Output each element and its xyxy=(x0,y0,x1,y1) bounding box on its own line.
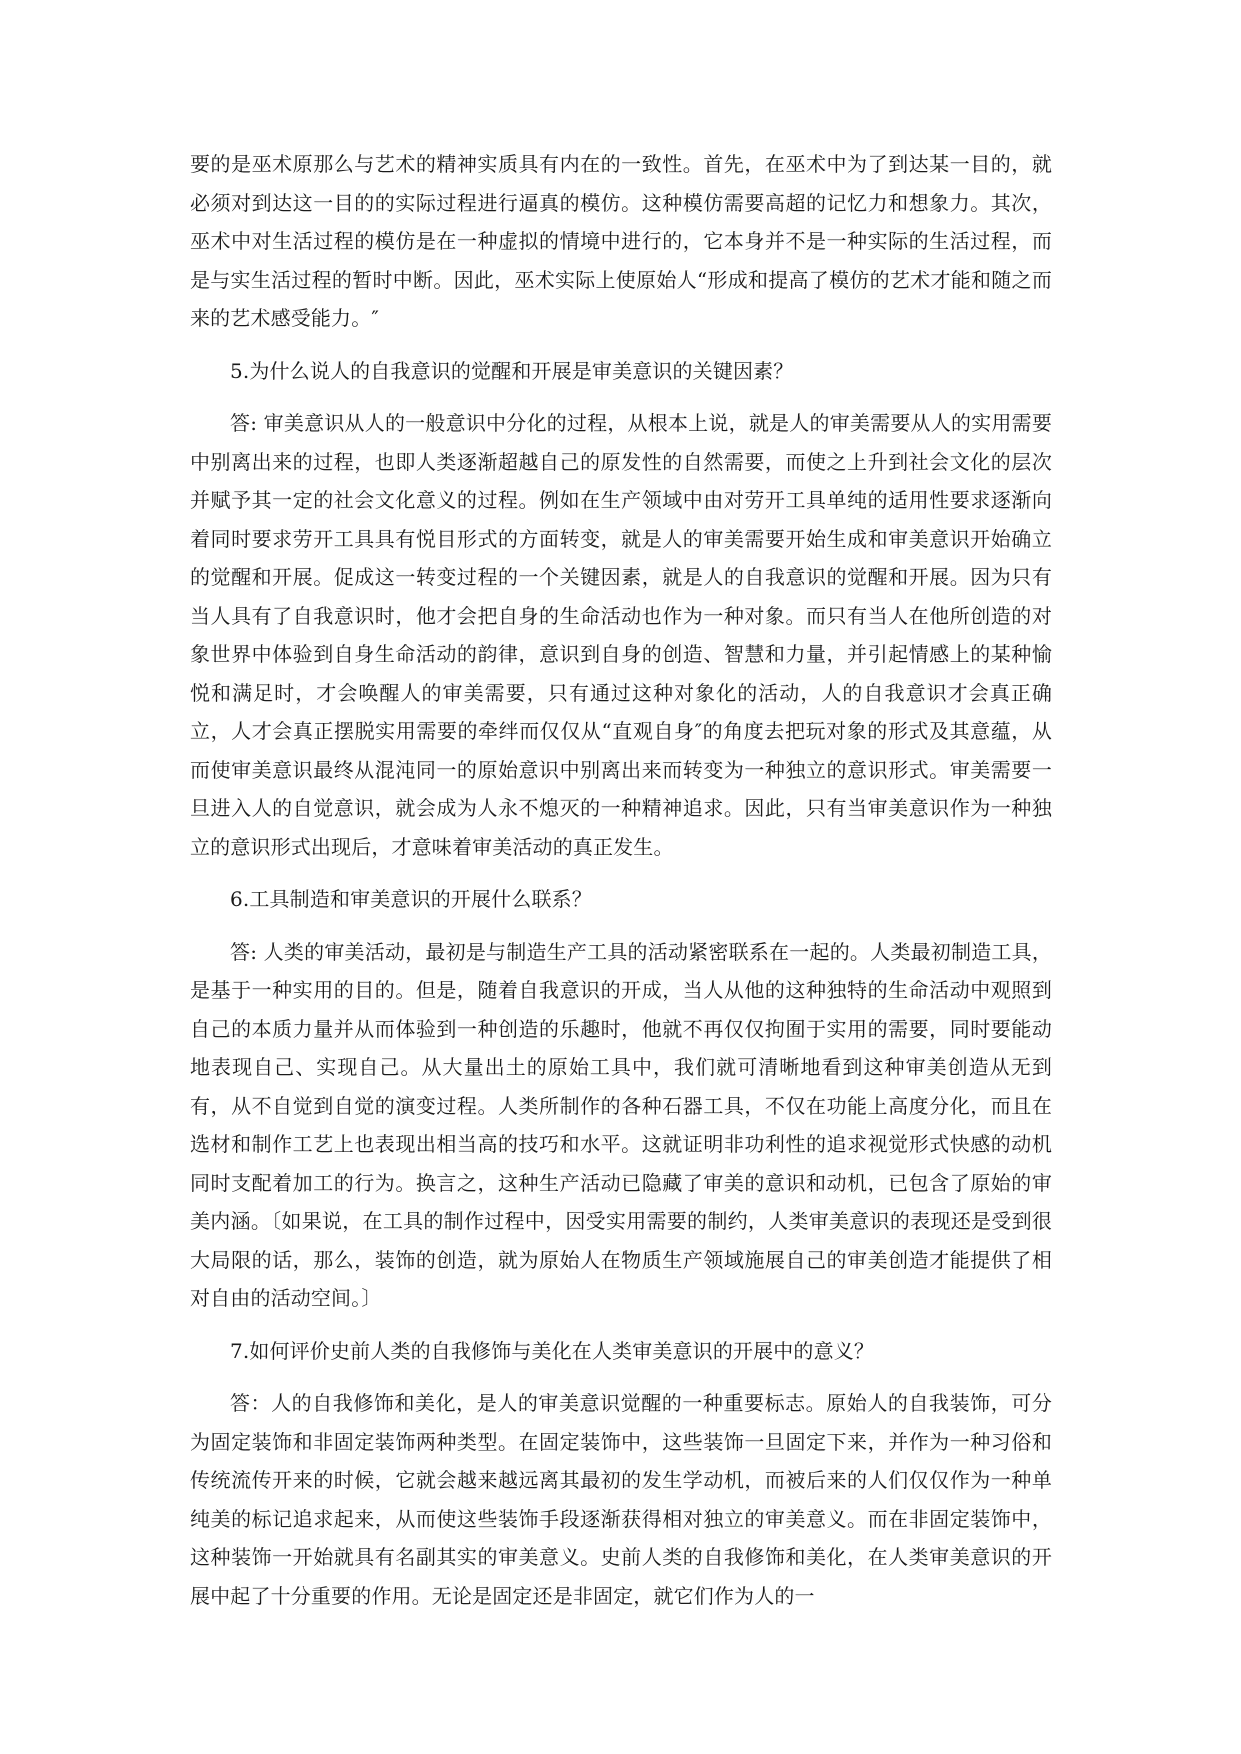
answer-5-paragraph: 答: 审美意识从人的一般意识中分化的过程，从根本上说，就是人的审美需要从人的实用需要中别离出来的过程，也即人类逐渐超越自己的原发性的自然需要，而使之上升到社会文化的层次并赋予其一定的社会文化意义的过程。例如在生产领域中由对劳开工具单纯的适用性要求逐渐向着同时要求劳开工具具有悦目形式的方面转变，就是人的审美需要开始生成和审美意识开始确立的觉醒和开展。促成这一转变过程的一个关键因素，就是人的自我意识的觉醒和开展。因为只有当人具有了自我意识时，他才会把自身的生命活动也作为一种对象。而只有当人在他所创造的对象世界中体验到自身生命活动的韵律，意识到自身的创造、智慧和力量，并引起情感上的某种愉悦和满足时，才会唤醒人的审美需要，只有通过这种对象化的活动，人的自我意识才会真正确立，人才会真正摆脱实用需要的牵绊而仅仅从“直观自身″的角度去把玩对象的形式及其意蕴，从而使审美意识最终从混沌同一的原始意识中别离出来而转变为一种独立的意识形式。审美需要一旦进入人的自觉意识，就会成为人永不熄灭的一种精神追求。因此，只有当审美意识作为一种独立的意识形式出现后，才意味着审美活动的真正发生。 xyxy=(190,411,1052,859)
question-5-heading: 5.为什么说人的自我意识的觉醒和开展是审美意识的关键因素？ xyxy=(230,358,794,383)
document-page xyxy=(190,145,1052,1629)
answer-6-paragraph: 答: 人类的审美活动，最初是与制造生产工具的活动紧密联系在一起的。人类最初制造工具，是基于一种实用的目的。但是，随着自我意识的开成，当人从他的这种独特的生命活动中观照到自己的本质力量并从而体验到一种创造的乐趣时，他就不再仅仅拘囿于实用的需要，同时要能动地表现自己、实现自己。从大量出土的原始工具中，我们就可清晰地看到这种审美创造从无到有，从不自觉到自觉的演变过程。人类所制作的各种石器工具，不仅在功能上高度分化，而且在选材和制作工艺上也表现出相当高的技巧和水平。这就证明非功利性的追求视觉形式快感的动机同时支配着加工的行为。换言之，这种生产活动已隐藏了审美的意识和动机，已包含了原始的审美内涵。〔如果说，在工具的制作过程中，因受实用需要的制约，人类审美意识的表现还是受到很大局限的话，那么，装饰的创造，就为原始人在物质生产领域施展自己的审美创造才能提供了相对自由的活动空间。〕 xyxy=(190,939,1052,1310)
question-7-heading: 7.如何评价史前人类的自我修饰与美化在人类审美意识的开展中的意义？ xyxy=(230,1338,875,1363)
answer-7-paragraph: 答：人的自我修饰和美化，是人的审美意识觉醒的一种重要标志。原始人的自我装饰，可分为固定装饰和非固定装饰两种类型。在固定装饰中，这些装饰一旦固定下来，并作为一种习俗和传统流传开来的时候，它就会越来越远离其最初的发生学动机，而被后来的人们仅仅作为一种单纯美的标记追求起来，从而使这些装饰手段逐渐获得相对独立的审美意义。而在非固定装饰中，这种装饰一开始就具有名副其实的审美意义。史前人类的自我修饰和美化，在人类审美意识的开展中起了十分重要的作用。无论是固定还是非固定，就它们作为人的一 xyxy=(190,1391,1052,1608)
question-6-heading: 6.工具制造和审美意识的开展什么联系？ xyxy=(230,887,592,911)
paragraph-continuation: 要的是巫术原那么与艺术的精神实质具有内在的一致性。首先，在巫术中为了到达某一目的，就必须对到达这一目的的实际过程进行逼真的模仿。这种模仿需要高超的记忆力和想象力。其次，巫术中对生活过程的模仿是在一种虚拟的情境中进行的，它本身并不是一种实际的生活过程，而是与实生活过程的暂时中断。因此，巫术实际上使原始人“形成和提高了模仿的艺术才能和随之而来的艺术感受能力。″ xyxy=(190,152,1052,330)
